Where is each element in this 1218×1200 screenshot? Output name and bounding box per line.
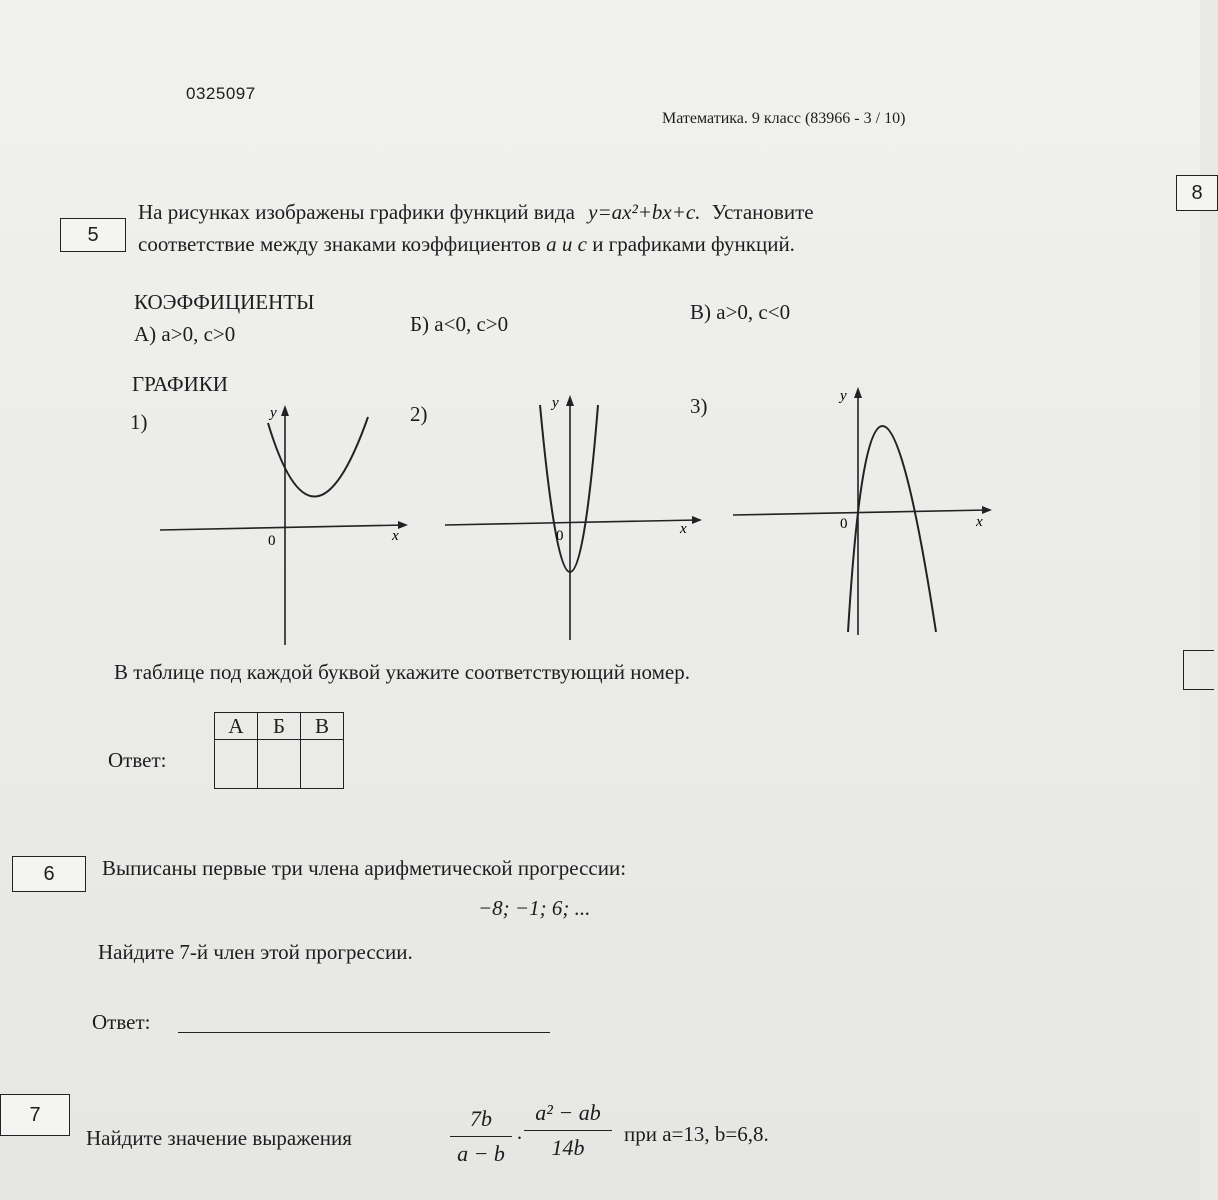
graph-3-y-label: y <box>840 388 847 404</box>
graph-3-x-arrow <box>982 506 992 514</box>
graph-2-label: 2) <box>410 402 428 426</box>
task-5-table-instruction: В таблице под каждой буквой укажите соответствующий номер. <box>114 660 690 684</box>
fraction-2-denominator: 14b <box>551 1135 585 1160</box>
task-5-vars: a и c <box>546 232 587 256</box>
answer-header-b: Б <box>258 713 301 740</box>
fraction-1-denominator: a − b <box>457 1141 505 1166</box>
graph-1-y-arrow <box>281 405 289 416</box>
graph-1-origin: 0 <box>268 533 276 549</box>
coefficients-heading: КОЭФФИЦИЕНТЫ <box>134 290 315 314</box>
task-5-answer-label: Ответ: <box>108 748 167 772</box>
coef-option-b: Б) a<0, c>0 <box>410 312 509 336</box>
task-5-line-2 <box>138 232 795 257</box>
task-5-intro: На рисунках изображены графики функций вида <box>138 200 575 224</box>
graph-1-x-label: x <box>392 528 399 544</box>
coef-option-a: А) a>0, c>0 <box>134 322 236 346</box>
task-5-number: 5 <box>87 223 99 246</box>
graph-1-y-label: y <box>270 405 277 421</box>
coef-option-v: В) a>0, c<0 <box>690 300 791 324</box>
page-number-box <box>1176 175 1218 211</box>
document-id: 0325097 <box>186 84 256 103</box>
task-7-number: 7 <box>29 1103 41 1126</box>
task-5-instruction-start: Установите <box>711 200 814 224</box>
graph-1-label: 1) <box>130 410 148 434</box>
graph-1-x-axis <box>160 525 405 530</box>
fraction-1-numerator: 7b <box>470 1106 492 1131</box>
task-7-text: Найдите значение выражения <box>86 1126 352 1150</box>
graph-2-x-label: x <box>680 521 687 537</box>
answer-header-a: А <box>215 713 258 740</box>
graph-3-label: 3) <box>690 394 708 418</box>
graph-3 <box>728 380 998 640</box>
answer-cell-b[interactable] <box>258 740 301 789</box>
graphs-heading: ГРАФИКИ <box>132 372 228 396</box>
graph-2-origin: 0 <box>556 528 564 544</box>
graph-2-x-arrow <box>692 516 702 524</box>
task-6-statement: Выписаны первые три члена арифметической прогрессии: <box>102 856 627 880</box>
graph-3-parabola <box>848 426 936 632</box>
graph-2-x-axis <box>445 520 698 525</box>
graph-2 <box>440 385 710 645</box>
page-number: 8 <box>1191 181 1203 204</box>
graph-3-y-arrow <box>854 387 862 398</box>
task-5-match-text: соответствие между знаками коэффициентов <box>138 232 541 256</box>
task-7-number-box <box>0 1094 70 1136</box>
task-6-question: Найдите 7-й член этой прогрессии. <box>98 940 413 964</box>
page-header-title: Математика. 9 класс (83966 - 3 / 10) <box>662 110 906 127</box>
fraction-1-bar <box>450 1136 512 1137</box>
graph-3-x-axis <box>733 510 988 515</box>
task-5-number-box <box>60 218 126 252</box>
graph-2-parabola <box>540 405 598 572</box>
task-7-multiply-dot: · <box>516 1126 523 1150</box>
task-5-answer-table <box>214 712 344 789</box>
task-6-sequence: −8; −1; 6; ... <box>478 896 591 920</box>
task-5-formula: y=ax²+bx+c. <box>588 200 701 224</box>
graph-2-y-arrow <box>566 395 574 406</box>
task-7-condition: при a=13, b=6,8. <box>624 1122 769 1146</box>
fraction-2-bar <box>524 1130 612 1131</box>
answer-header-v: В <box>301 713 344 740</box>
task-6-answer-label: Ответ: <box>92 1010 151 1034</box>
graph-1 <box>150 395 420 655</box>
margin-box-partial <box>1183 650 1214 690</box>
graph-2-y-label: y <box>552 395 559 411</box>
fraction-2-numerator: a² − ab <box>535 1100 601 1125</box>
task-6-number: 6 <box>43 862 55 885</box>
task-7-fraction-1 <box>450 1106 512 1167</box>
task-6-answer-line[interactable] <box>178 1032 550 1033</box>
graph-1-x-arrow <box>398 521 408 529</box>
answer-cell-v[interactable] <box>301 740 344 789</box>
task-7-fraction-2 <box>524 1100 612 1161</box>
task-5-line-1 <box>138 200 814 225</box>
task-6-number-box <box>12 856 86 892</box>
graph-3-origin: 0 <box>840 516 848 532</box>
graph-3-x-label: x <box>976 514 983 530</box>
task-5-match-end: и графиками функций. <box>592 232 795 256</box>
graph-1-parabola <box>268 417 368 497</box>
answer-cell-a[interactable] <box>215 740 258 789</box>
